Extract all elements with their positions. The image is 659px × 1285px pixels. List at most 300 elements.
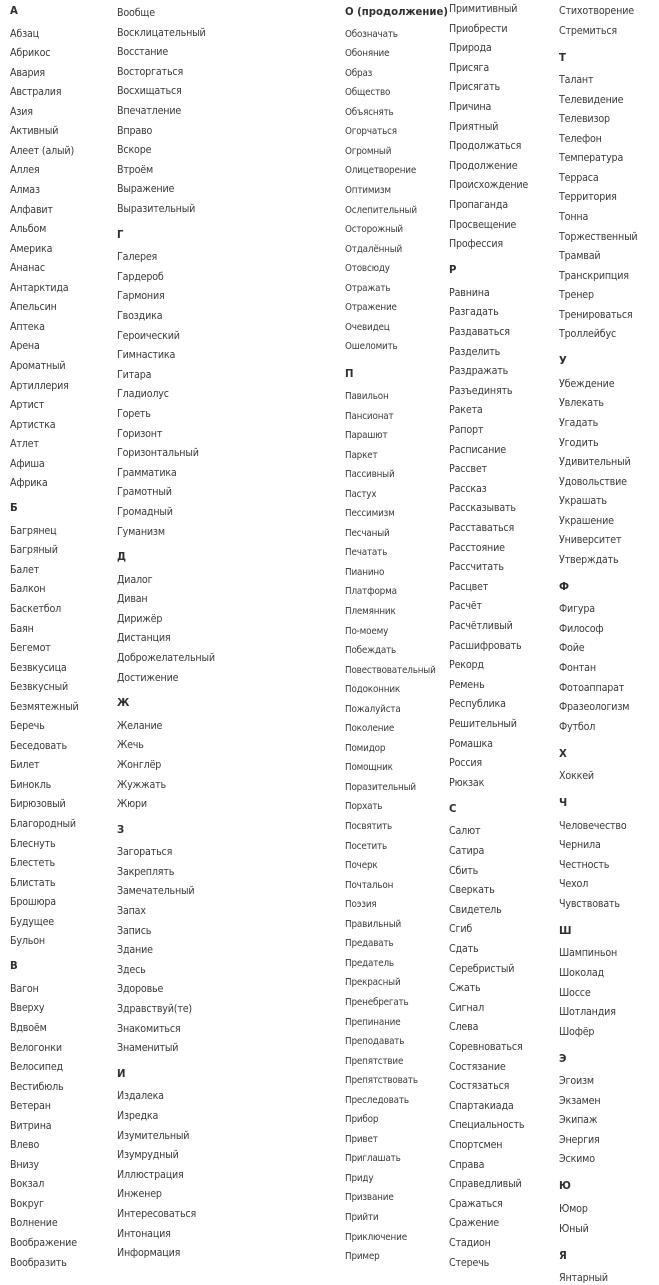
word-item: Раздаваться [449,326,510,338]
word-item: Фразеологизм [559,701,630,713]
word-item: Азия [10,105,33,118]
word-item: Пианино [345,566,385,578]
letter-heading: Т [559,50,566,64]
word-item: Посвятить [345,821,392,832]
word-item: Втроём [117,163,154,176]
word-item: Галерея [117,251,158,264]
word-item: Трамвай [559,250,601,263]
word-item: Сатира [449,845,485,857]
word-item: Поэзия [345,899,377,911]
word-item: Преследовать [345,1094,409,1106]
word-item: Расписание [449,443,506,456]
word-item: Разъединять [449,384,513,397]
word-item: Помидор [345,742,386,754]
word-item: Восклицательный [117,26,206,39]
word-item: Вокруг [10,1197,44,1210]
word-item: Балет [10,563,40,576]
word-item: Расцвет [449,580,489,593]
word-item: Человечество [559,819,627,832]
word-item: Гардероб [117,270,164,283]
word-item: Янтарный [559,1272,608,1284]
word-item: Свидетель [449,903,502,916]
word-item: Племянник [345,605,396,617]
word-item: Авария [10,66,45,79]
word-item: Раздражать [449,365,509,378]
word-item: Спартакиада [449,1099,514,1112]
word-item: Энергия [559,1133,600,1146]
word-item: Экипаж [559,1114,598,1127]
word-item: Велогонки [10,1041,62,1054]
word-item: Посетить [345,840,388,852]
word-item: Прекрасный [345,977,401,989]
word-item: Дирижёр [117,612,163,625]
word-item: Призвание [345,1192,394,1204]
word-item: Платформа [345,586,397,598]
word-item: Спортсмен [449,1139,503,1151]
word-item: Багряный [10,544,58,557]
word-item: Очевидец [345,321,390,333]
word-item: Вправо [117,124,153,137]
letter-heading: С [449,801,457,815]
word-item: Состязаться [449,1080,510,1093]
word-item: Пропаганда [449,199,508,211]
word-item: Здравствуй(те) [117,1003,192,1015]
word-item: Рапорт [449,424,484,436]
word-item: Вообразить [10,1256,67,1269]
word-item: Абзац [10,27,39,40]
word-item: Арена [10,340,40,353]
word-item: Артистка [10,418,56,431]
word-item: Юный [559,1222,589,1235]
word-item: Алфавит [10,203,53,216]
word-item: Америка [10,242,53,255]
word-item: Удовольствие [559,475,627,488]
word-item: Доброжелательный [117,652,215,664]
word-item: Атлет [10,438,39,451]
word-item: Антарктида [10,281,69,294]
word-item: Балкон [10,583,46,596]
word-item: Объяснять [345,106,394,118]
word-item: Отражать [345,282,391,294]
word-item: Благородный [10,818,76,830]
word-item: Приглашать [345,1153,401,1165]
word-item: Обоняние [345,48,390,60]
letter-heading: Б [10,501,18,515]
word-item: Футбол [559,720,596,733]
word-item: Алмаз [10,184,40,196]
word-item: Грамотный [117,486,172,499]
word-item: Активный [10,125,59,138]
word-item: Сигнал [449,1001,485,1014]
word-item: Гармония [117,290,165,303]
word-item: Предавать [345,938,394,950]
word-item: Расставаться [449,522,515,534]
word-item: Почтальон [345,879,394,891]
word-item: Гореть [117,407,151,420]
word-item: Территория [559,191,617,204]
word-item: Приду [345,1172,374,1184]
word-item: Присяга [449,61,490,74]
word-item: Прийти [345,1212,379,1223]
word-item: Изумительный [117,1129,190,1142]
word-item: Воображение [10,1237,77,1249]
word-item: Честность [559,858,610,871]
word-item: Отдалённый [345,243,403,255]
word-item: Шоссе [559,986,591,999]
word-item: Восстание [117,46,169,59]
letter-heading: П [345,367,354,381]
word-item: Паркет [345,449,378,461]
word-item: Помощник [345,762,393,774]
word-item: Изумрудный [117,1149,179,1162]
word-item: Специальность [449,1119,525,1132]
word-item: Троллейбус [559,328,617,341]
word-item: Инженер [117,1188,162,1201]
word-item: Сжать [449,982,481,995]
word-item: Австралия [10,86,62,99]
word-item: Гимнастика [117,349,176,362]
word-item: Внизу [10,1158,39,1171]
word-item: Африка [10,477,48,490]
word-item: Блеснуть [10,837,56,850]
word-item: Интересоваться [117,1207,197,1220]
word-item: Диалог [117,573,153,586]
word-item: Университет [559,534,622,547]
word-item: Эскимо [559,1153,595,1166]
word-item: Дистанция [117,632,171,645]
word-item: Безвкусица [10,661,67,674]
word-item: Желание [117,719,163,732]
word-item: Загораться [117,846,173,859]
word-item: Чехол [559,878,589,891]
word-item: Присягать [449,81,500,94]
word-item: Пансионат [345,410,394,422]
word-item: Ошеломить [345,341,398,353]
letter-heading: О (продолжение) [345,5,448,18]
word-item: Фонтан [559,661,596,674]
word-item: Тренироваться [559,308,633,321]
word-item: Поразительный [345,781,416,793]
word-item: Волнение [10,1217,58,1230]
word-item: Происхождение [449,179,529,192]
word-item: Апельсин [10,301,57,314]
word-item: Запись [117,924,152,937]
word-item: Юмор [559,1202,588,1215]
word-item: Сгиб [449,923,473,936]
word-item: Удивительный [559,456,631,468]
word-item: Торжественный [559,230,638,243]
letter-heading: Х [559,746,567,760]
word-item: Справедливый [449,1178,522,1191]
word-item: Баян [10,622,34,635]
word-item: Сражаться [449,1197,503,1210]
word-item: Прибор [345,1114,379,1126]
word-item: Преподавать [345,1036,405,1047]
word-item: Рекорд [449,659,484,672]
word-item: Транскрипция [559,269,629,282]
word-item: Билет [10,759,40,772]
word-item: Бегемот [10,642,51,654]
word-item: Разделить [449,345,501,358]
word-item: Олицетворение [345,165,417,177]
word-item: Артист [10,399,45,411]
word-item: Телевизор [559,113,610,126]
word-item: Здоровье [117,983,164,996]
word-item: Вверху [10,1002,45,1015]
word-item: Талант [559,74,594,87]
letter-heading: И [117,1066,126,1080]
word-item: Печатать [345,547,388,559]
word-item: Артиллерия [10,379,69,392]
letter-heading: Д [117,550,127,563]
letter-heading: А [10,4,18,17]
word-item: Диван [117,593,148,606]
word-item: Гитара [117,368,152,381]
word-item: Рассчитать [449,561,504,574]
word-item: Препятствие [345,1055,404,1067]
word-item: Вдвоём [10,1021,47,1034]
word-item: Беседовать [10,739,67,752]
letter-heading: У [559,354,567,368]
word-item: Чувствовать [559,897,620,910]
word-item: Равнина [449,286,490,299]
word-item: Пример [345,1251,380,1263]
word-item: Гуманизм [117,525,165,538]
word-item: Примитивный [449,3,518,15]
word-item: Жонглёр [117,758,162,771]
word-item: Витрина [10,1119,52,1132]
word-item: Бульон [10,935,45,948]
letter-heading: Ф [559,579,570,593]
word-item: Аллея [10,164,40,177]
word-item: Алеет (алый) [10,144,75,157]
word-item: Баскетбол [10,602,62,615]
word-item: Ветеран [10,1100,51,1113]
word-item: Альбом [10,223,47,236]
word-item: Сдать [449,943,479,955]
word-item: Угадать [559,416,599,429]
word-item: Справа [449,1158,485,1171]
word-item: Оптимизм [345,185,391,196]
word-item: Привет [345,1133,378,1145]
word-item: Ароматный [10,359,66,372]
word-item: Громадный [117,505,173,518]
word-item: Сверкать [449,884,495,897]
word-item: Стеречь [449,1256,490,1269]
word-item: Ананас [10,262,45,275]
letter-heading: Ч [559,796,568,810]
word-item: Отражение [345,302,397,314]
word-item: Запах [117,905,146,917]
word-item: Достижение [117,671,179,684]
word-item: Пессимизм [345,508,395,520]
letter-heading: Р [449,263,457,277]
word-item: Угодить [559,436,599,449]
word-item: Рассвет [449,463,487,476]
word-item: Безвкусный [10,681,69,694]
word-item: Блестеть [10,857,55,870]
word-item: Тонна [559,211,589,223]
word-item: Ракета [449,404,483,417]
word-item: Общество [345,87,391,99]
word-item: Песчаный [345,527,390,539]
word-item: Изредка [117,1109,159,1122]
word-item: Россия [449,757,482,770]
word-item: Приключение [345,1231,407,1243]
word-item: Почерк [345,860,378,872]
letter-heading: Я [559,1248,567,1262]
word-item: Расчёт [449,600,482,613]
word-item: Горизонтальный [117,447,199,460]
letter-heading: З [117,822,125,836]
word-item: Республика [449,698,506,711]
word-item: Вагон [10,982,39,995]
word-item: Повествовательный [345,664,436,676]
word-item: Пастух [345,488,377,500]
word-item: Огромный [345,145,392,157]
word-item: Шотландия [559,1006,616,1019]
word-item: Порхать [345,801,383,813]
word-item: Иллюстрация [117,1168,184,1181]
word-item: Огорчаться [345,126,397,138]
word-item: Стремиться [559,24,617,37]
word-item: Философ [559,622,604,635]
word-item: Грамматика [117,466,177,479]
word-item: Впечатление [117,105,182,117]
word-item: Терраса [559,171,599,184]
word-item: Выразительный [117,203,196,215]
word-item: Слева [449,1021,479,1034]
word-item: Разгадать [449,306,499,319]
word-item: Увлекать [559,397,604,410]
word-item: Сбить [449,864,479,877]
word-item: Пассивный [345,469,395,481]
word-item: Осторожный [345,224,403,236]
word-item: Рассказ [449,482,487,495]
word-item: Фотоаппарат [559,681,625,694]
word-item: Жечь [117,739,144,752]
word-item: Тренер [559,289,594,302]
word-item: Стихотворение [559,5,634,17]
word-item: Хоккей [559,770,594,783]
word-item: Гладиолус [117,388,169,401]
word-item: Велосипед [10,1061,63,1073]
word-item: Ослепительный [345,204,417,216]
letter-heading: Ж [117,696,130,710]
word-item: Рюкзак [449,776,485,789]
word-item: Салют [449,825,481,838]
word-item: Парашют [345,430,388,441]
word-item: Продолжаться [449,140,522,153]
word-item: Природа [449,42,492,55]
word-item: Будущее [10,915,54,928]
word-item: Препятствовать [345,1075,418,1087]
word-item: Приятный [449,120,499,133]
word-item: Жужжать [117,778,166,791]
letter-heading: Ю [559,1179,571,1193]
letter-heading: Г [117,227,124,241]
letter-heading: Ш [559,923,572,937]
word-item: Знакомиться [117,1022,181,1035]
word-item: Телефон [559,132,602,145]
word-item: Расстояние [449,541,505,554]
word-item: Соревноваться [449,1041,523,1053]
word-item: Образ [345,67,373,79]
word-item: Интонация [117,1227,171,1240]
word-item: Шоколад [559,967,604,979]
word-item: Ремень [449,678,485,691]
word-item: Восторгаться [117,65,184,78]
word-item: Экзамен [559,1094,601,1107]
word-item: Сражение [449,1217,499,1230]
word-item: Вокзал [10,1178,45,1191]
word-item: Обозначать [345,28,398,40]
word-item: Расшифровать [449,639,522,652]
word-item: Шампиньон [559,947,618,960]
word-item: Вообще [117,7,155,19]
word-item: Стадион [449,1237,491,1249]
word-item: Фойе [559,642,585,655]
word-item: Здесь [117,963,146,976]
word-item: Побеждать [345,645,397,656]
letter-heading: В [10,959,18,973]
word-item: Украшать [559,495,607,508]
word-item: Абрикос [10,47,51,60]
word-item: Безмятежный [10,700,79,713]
word-item: Украшение [559,514,614,527]
word-item: Жюри [117,798,147,811]
word-item: Состязание [449,1060,506,1073]
word-item: Подоконник [345,684,401,696]
word-item: Брошюра [10,896,56,909]
word-item: Рассказывать [449,502,516,515]
word-item: Просвещение [449,218,517,231]
word-item: Продолжение [449,159,518,172]
word-item: Бинокль [10,778,52,791]
word-item: Серебристый [449,962,515,975]
word-item: Восхищаться [117,85,182,98]
word-item: Блистать [10,876,56,889]
word-item: Поколение [345,723,395,735]
word-item: Шофёр [559,1025,595,1038]
word-item: Знаменитый [117,1042,179,1055]
word-item: Замечательный [117,885,195,898]
word-item: Информация [117,1247,181,1260]
letter-heading: Э [559,1051,567,1065]
word-item: Причина [449,101,492,113]
word-item: Закреплять [117,865,175,878]
word-item: Предатель [345,957,394,969]
word-item: Фигура [559,603,595,616]
word-item: Гвоздика [117,309,163,322]
word-item: Телевидение [559,93,624,106]
word-item: По-моему [345,625,389,637]
word-item: Вестибюль [10,1080,64,1093]
word-item: Аптека [10,320,45,333]
word-item: Павильон [345,390,389,402]
word-item: Горизонт [117,427,163,440]
word-item: Решительный [449,718,517,730]
word-item: Багрянец [10,524,57,537]
word-item: Препинание [345,1016,401,1028]
word-item: Пренебрегать [345,996,409,1008]
word-item: Расчётливый [449,620,513,632]
word-item: Вскоре [117,144,152,157]
word-item: Здание [117,944,153,957]
word-item: Правильный [345,918,402,930]
word-item: Выражение [117,183,175,196]
word-item: Бирюзовый [10,798,66,811]
